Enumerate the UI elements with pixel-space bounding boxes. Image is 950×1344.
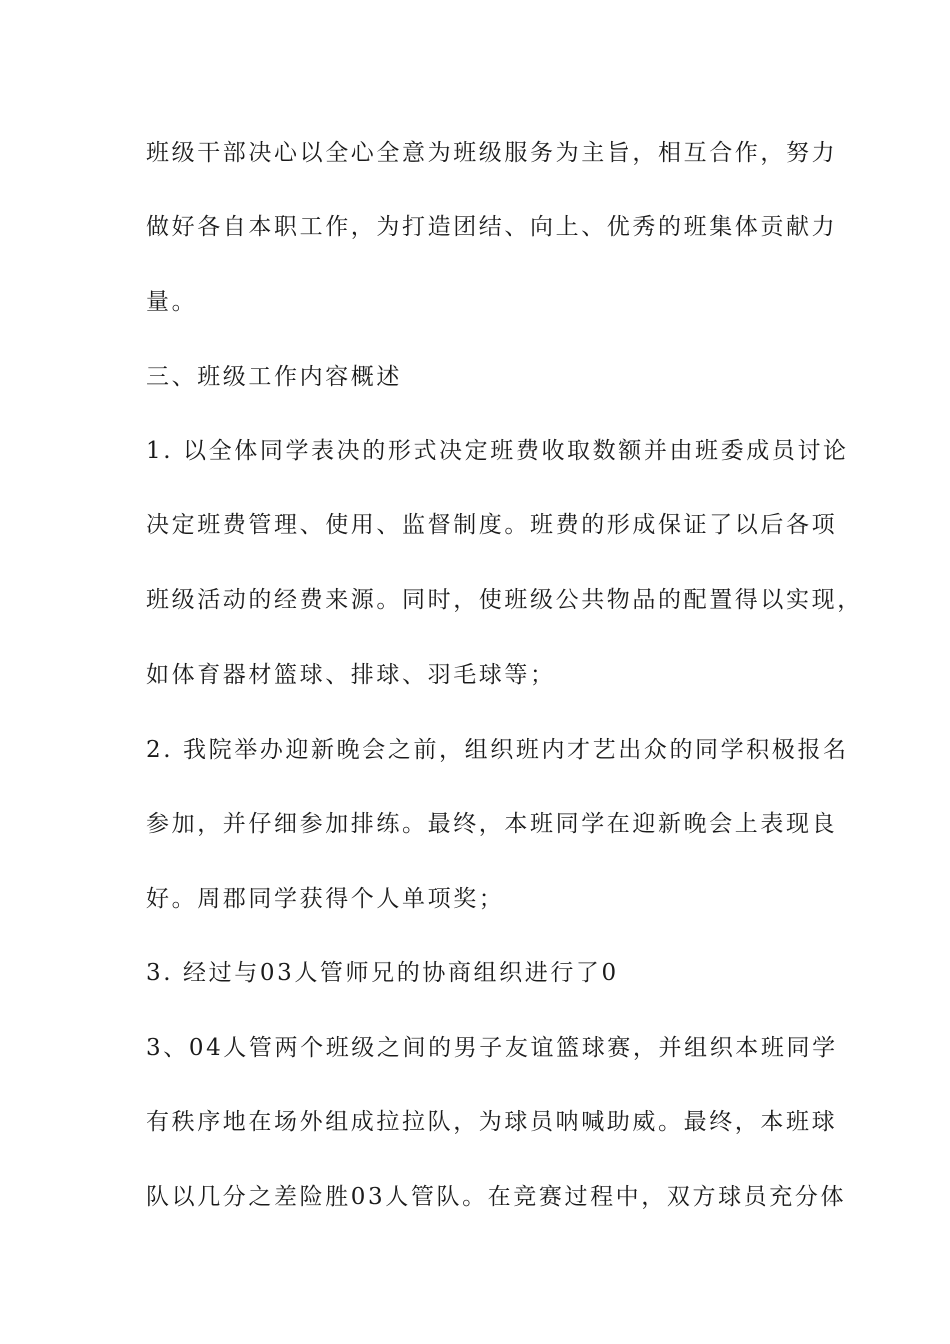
text-line: 做好各自本职工作，为打造团结、向上、优秀的班集体贡献力 bbox=[146, 214, 838, 240]
text-line: 3、04人管两个班级之间的男子友谊篮球赛，并组织本班同学 bbox=[146, 1035, 838, 1061]
text-line: 决定班费管理、使用、监督制度。班费的形成保证了以后各项 bbox=[146, 512, 838, 538]
text-line: 量。 bbox=[146, 289, 198, 315]
text-line: 队以几分之差险胜03人管队。在竞赛过程中，双方球员充分体 bbox=[146, 1184, 847, 1210]
text-line: 好。周郡同学获得个人单项奖； bbox=[146, 886, 505, 912]
text-line: 参加，并仔细参加排练。最终，本班同学在迎新晚会上表现良 bbox=[146, 811, 838, 837]
text-line: 3. 经过与03人管师兄的协商组织进行了0 bbox=[146, 960, 619, 986]
text-line: 2. 我院举办迎新晚会之前，组织班内才艺出众的同学积极报名 bbox=[146, 737, 849, 763]
section-heading: 三、班级工作内容概述 bbox=[146, 364, 402, 390]
text-line: 1. 以全体同学表决的形式决定班费收取数额并由班委成员讨论 bbox=[146, 438, 849, 464]
text-line: 班级活动的经费来源。同时，使班级公共物品的配置得以实现， bbox=[146, 587, 863, 613]
text-line: 有秩序地在场外组成拉拉队，为球员呐喊助威。最终，本班球 bbox=[146, 1109, 838, 1135]
text-line: 如体育器材篮球、排球、羽毛球等； bbox=[146, 662, 556, 688]
text-line: 班级干部决心以全心全意为班级服务为主旨，相互合作，努力 bbox=[146, 140, 838, 166]
